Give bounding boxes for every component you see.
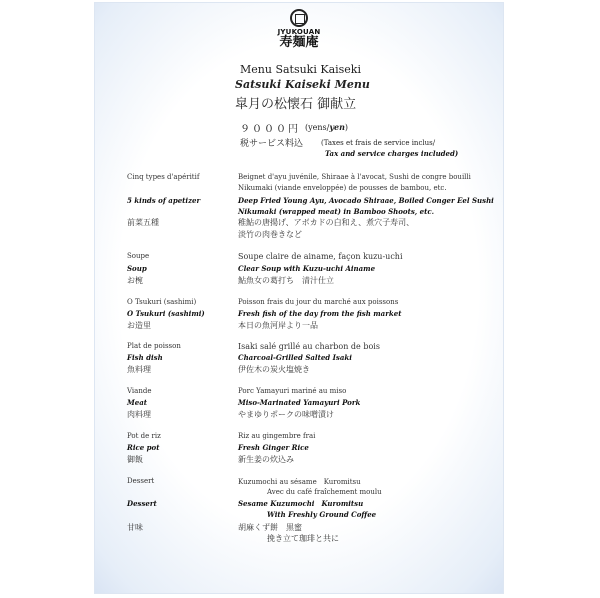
restaurant-logo <box>271 9 327 50</box>
menu-sheet <box>95 3 503 593</box>
menu-title: Menu Satsuki Kaiseki <box>240 63 361 76</box>
course-label-en: Dessert <box>127 499 157 508</box>
course-label-en: O Tsukuri (sashimi) <box>127 309 205 318</box>
course-label-fr: Soupe <box>127 252 150 260</box>
course-desc-en: Clear Soup with Kuzu-uchi Ainame <box>238 264 376 273</box>
logo-brand: JYUKOUAN <box>277 28 321 36</box>
course-desc-jp: 新生姜の炊込み <box>238 455 294 464</box>
menu-title-jp: 皐月の松懐石 御献立 <box>235 97 357 112</box>
course-desc-fr: Avec du café fraîchement moulu <box>267 488 382 496</box>
course-desc-fr: Poisson frais du jour du marché aux poissons <box>238 298 399 306</box>
course-label-jp: お造里 <box>127 321 151 330</box>
course-label-fr: Dessert <box>127 477 155 485</box>
price: ９０００円 <box>240 124 300 135</box>
tax-jp: 税サービス料込 <box>240 139 304 149</box>
course-desc-en: Charcoal-Grilled Salted Isaki <box>238 353 352 362</box>
course-label-jp: 肉料理 <box>127 410 151 419</box>
course-desc-fr: Beignet d'ayu juvénile, Shiraae à l'avocat, Sushi de congre bouilli <box>238 173 471 181</box>
course-label-fr: Pot de riz <box>127 432 161 440</box>
course-label-en: Fish dish <box>127 353 163 362</box>
course-desc-jp: やまゆりポークの味噌漬け <box>238 410 334 419</box>
course-desc-en: Deep Fried Young Ayu, Avocado Shiraae, Boiled Conger Eel Sushi <box>238 196 494 205</box>
course-label-jp: 御飯 <box>127 455 143 464</box>
course-desc-fr: Nikumaki (viande enveloppée) de pousses de bambou, etc. <box>238 184 447 192</box>
course-desc-en: Fresh Ginger Rice <box>238 443 309 452</box>
course-desc-en: Sesame Kuzumochi Kuromitsu <box>238 499 364 508</box>
course-label-jp: 前菜五種 <box>127 218 159 227</box>
course-desc-fr: Soupe claire de ainame, façon kuzu-uchi <box>238 252 403 261</box>
course-label-en: Rice pot <box>127 443 160 452</box>
course-label-en: Meat <box>127 398 147 407</box>
course-label-fr: Viande <box>127 387 152 395</box>
tax-en: Tax and service charges included) <box>325 149 459 158</box>
course-desc-jp: 伊佐木の炭火塩焼き <box>238 365 310 374</box>
course-label-jp: お椀 <box>127 276 143 285</box>
course-desc-jp: 挽き立て珈琲と共に <box>267 534 339 543</box>
course-desc-fr: Isaki salé grillé au charbon de bois <box>238 342 380 351</box>
course-desc-en: With Freshly Ground Coffee <box>267 510 377 519</box>
course-label-jp: 甘味 <box>127 523 143 532</box>
course-desc-jp: 稚鮎の唐揚げ、アボカドの白和え、煮穴子寿司、 <box>238 218 415 227</box>
course-desc-jp: 淡竹の肉巻きなど <box>238 230 302 239</box>
course-desc-en: Fresh fish of the day from the fish market <box>238 309 402 318</box>
course-desc-fr: Kuzumochi au sésame Kuromitsu <box>238 478 361 486</box>
course-label-fr: Cinq types d'apéritif <box>127 173 200 181</box>
course-label-en: Soup <box>127 264 147 273</box>
course-desc-en: Nikumaki (wrapped meat) in Bamboo Shoots, etc. <box>238 207 435 216</box>
course-desc-fr: Riz au gingembre frai <box>238 432 316 440</box>
menu-title-en: Satsuki Kaiseki Menu <box>235 78 370 91</box>
course-desc-jp: 胡麻くず餅 黒蜜 <box>238 523 302 532</box>
course-label-fr: Plat de poisson <box>127 342 181 350</box>
tax-fr: (Taxes et frais de service inclus/ <box>321 139 436 147</box>
course-desc-en: Miso-Marinated Yamayuri Pork <box>238 398 361 407</box>
course-label-fr: O Tsukuri (sashimi) <box>127 298 197 306</box>
course-label-en: 5 kinds of apetizer <box>127 196 201 205</box>
logo-kanji: 寿麺庵 <box>279 35 319 50</box>
course-label-jp: 魚料理 <box>127 365 151 374</box>
crest-icon <box>290 9 308 27</box>
course-desc-fr: Porc Yamayuri mariné au miso <box>238 387 347 395</box>
course-desc-jp: 本日の魚河岸より一品 <box>238 321 318 330</box>
course-desc-jp: 鮎魚女の葛打ち 清汁仕立 <box>238 276 334 285</box>
price-unit: (yens/yen) <box>305 122 349 132</box>
